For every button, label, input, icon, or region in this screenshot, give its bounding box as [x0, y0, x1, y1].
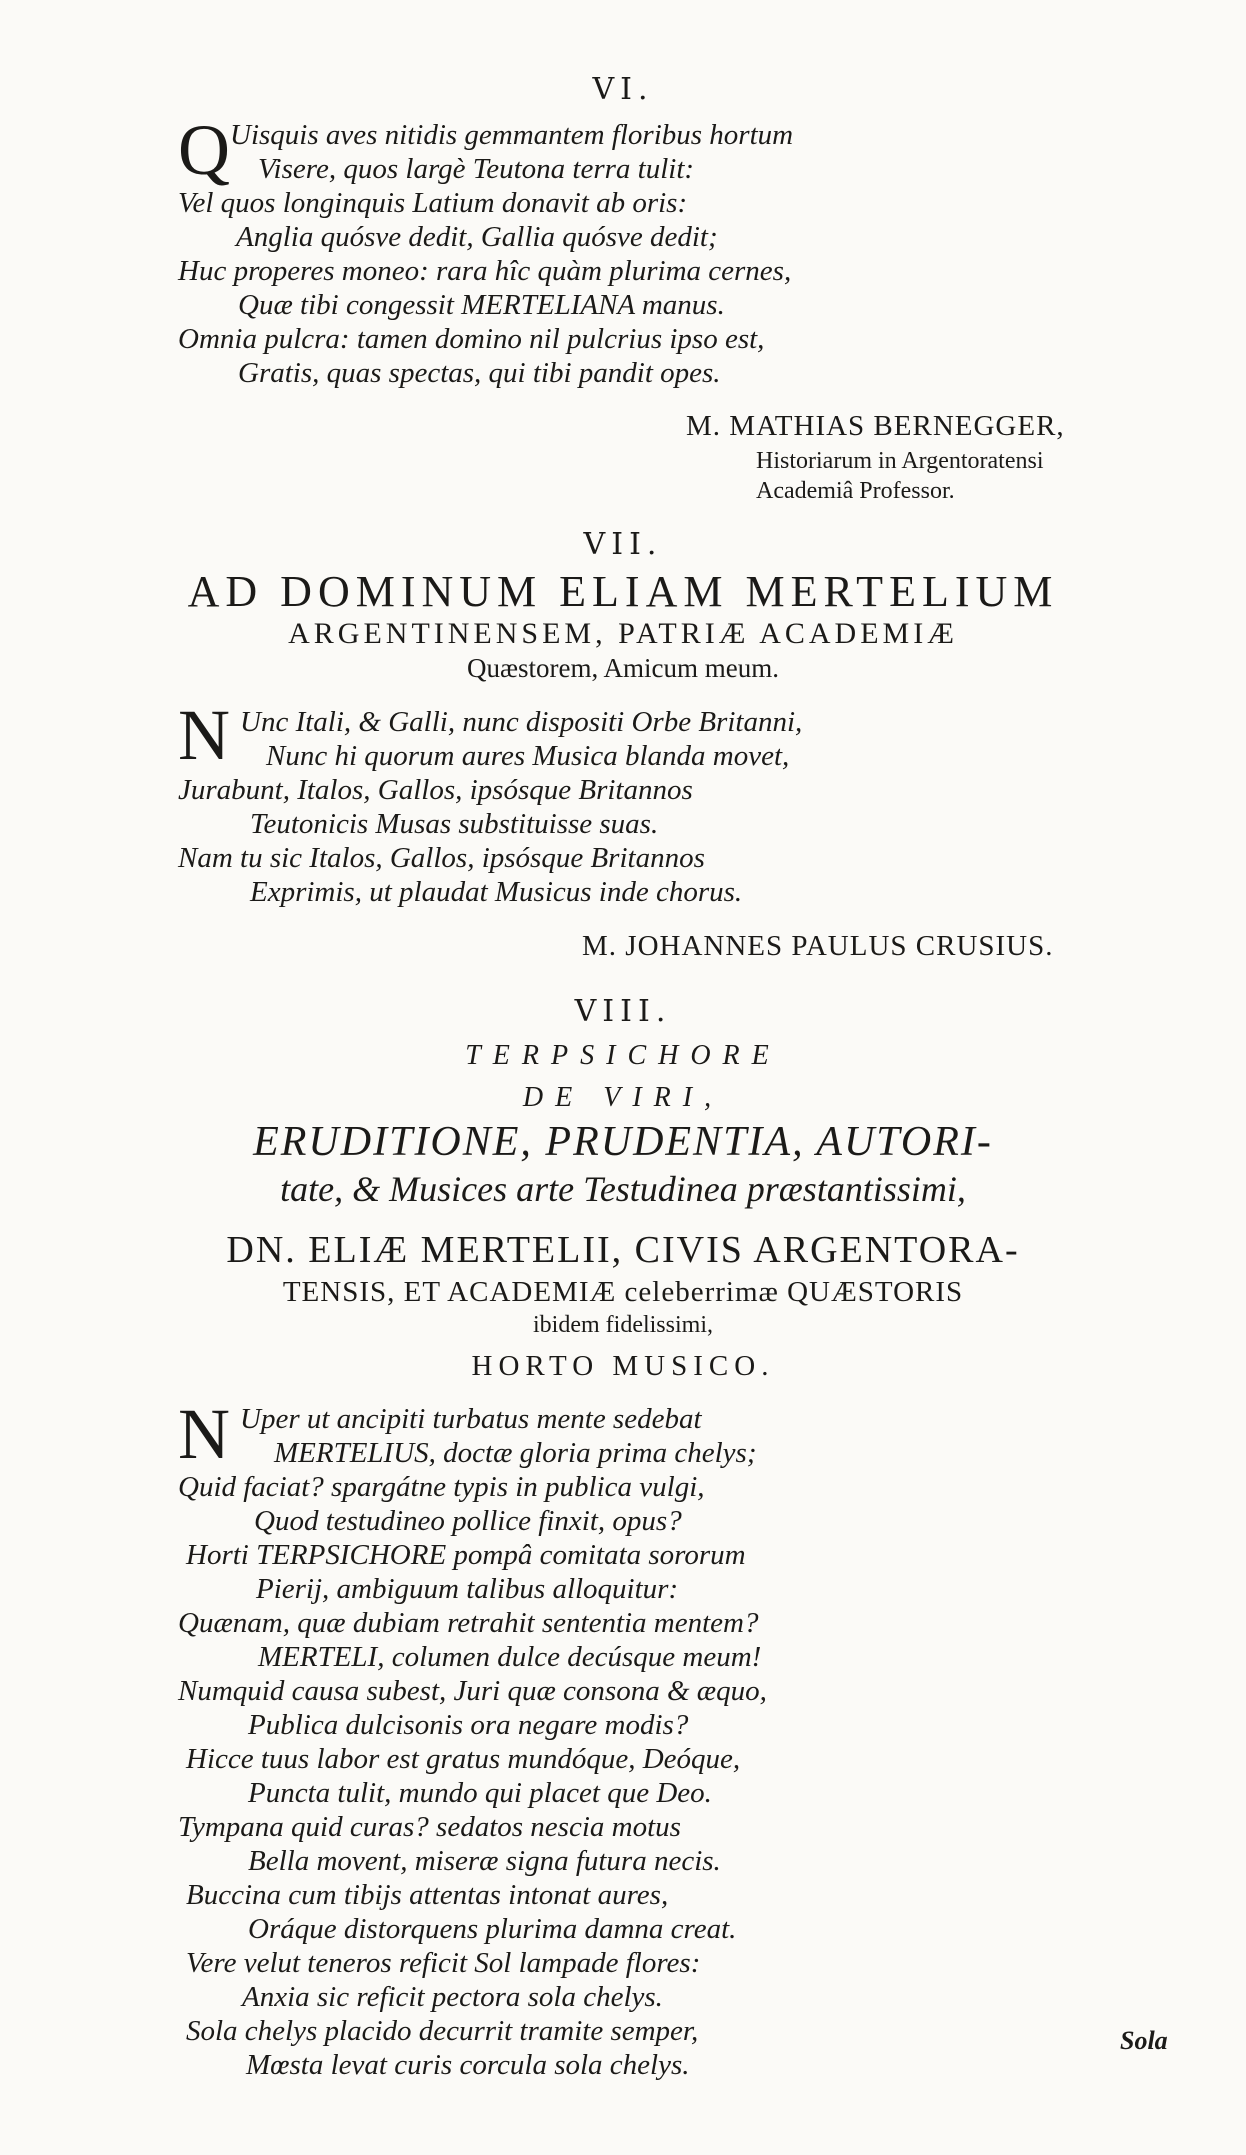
section-8-heading: TERPSICHORE [465, 1040, 781, 1071]
poem-line: Anxia sic reficit pectora sola chelys. [242, 1981, 663, 2013]
poem-line: Publica dulcisonis ora negare modis? [248, 1709, 689, 1741]
poem-line: Puncta tulit, mundo qui placet que Deo. [248, 1777, 712, 1809]
section-8-heading: tate, & Musices arte Testudinea præstantissimi, [280, 1169, 966, 1209]
poem-line: Uper ut ancipiti turbatus mente sedebat [240, 1403, 702, 1435]
poem-line: Gratis, quas spectas, qui tibi pandit opes. [238, 357, 721, 389]
poem-line: Anglia quósve dedit, Gallia quósve dedit; [236, 221, 718, 253]
signature: M. MATHIAS BERNEGGER, [686, 410, 1065, 442]
section-7-subtitle: Quæstorem, Amicum meum. [467, 653, 779, 683]
poem-line: Unc Itali, & Galli, nunc dispositi Orbe Britanni, [240, 706, 803, 738]
poem-line: Uisquis aves nitidis gemmantem floribus hortum [230, 119, 794, 151]
section-8-heading: DN. ELIÆ MERTELII, CIVIS ARGENTORA- [226, 1229, 1020, 1271]
section-8-heading: DE VIRI, [522, 1082, 724, 1113]
section-7-subtitle: ARGENTINENSEM, PATRIÆ ACADEMIÆ [288, 617, 958, 650]
poem-line: Teutonicis Musas substituisse suas. [250, 808, 659, 840]
section-8-heading: TENSIS, ET ACADEMIÆ celeberrimæ QUÆSTORIS [282, 1276, 964, 1308]
poem-line: Quænam, quæ dubiam retrahit sententia mentem? [178, 1607, 759, 1639]
dropcap: N [178, 695, 230, 775]
poem-line: Nam tu sic Italos, Gallos, ipsósque Britannos [178, 842, 705, 874]
section-8-heading: ERUDITIONE, PRUDENTIA, AUTORI- [253, 1119, 993, 1165]
poem-line: Sola chelys placido decurrit tramite semper, [186, 2015, 699, 2047]
poem-line: Quæ tibi congessit MERTELIANA manus. [238, 289, 725, 321]
poem-line: Buccina cum tibijs attentas intonat aures, [186, 1879, 669, 1911]
poem-line: Hicce tuus labor est gratus mundóque, Deóque, [186, 1743, 741, 1775]
dropcap: N [178, 1394, 230, 1474]
section-8-poem [178, 1394, 1078, 2082]
poem-line: MERTELI, columen dulce decúsque meum! [258, 1641, 762, 1673]
poem-line: Exprimis, ut plaudat Musicus inde chorus. [250, 876, 743, 908]
dropcap: Q [178, 110, 230, 190]
section-6-poem [178, 110, 1078, 390]
section-8-heading: ibidem fidelissimi, [533, 1312, 713, 1338]
poem-line: Horti TERPSICHORE pompâ comitata sororum [186, 1539, 746, 1571]
poem-line: Oráque distorquens plurima damna creat. [248, 1913, 737, 1945]
poem-line: Bella movent, miseræ signa futura necis. [248, 1845, 721, 1877]
poem-line: Quid faciat? spargátne typis in publica vulgi, [178, 1471, 705, 1503]
section-7-numeral: VII. [583, 527, 663, 562]
catchword: Sola [1120, 2026, 1168, 2055]
section-8-heading: HORTO MUSICO. [471, 1350, 775, 1382]
poem-line: Vel quos longinquis Latium donavit ab oris: [178, 187, 688, 219]
poem-line: Mœsta levat curis corcula sola chelys. [246, 2049, 690, 2081]
poem-line: Quod testudineo pollice finxit, opus? [254, 1505, 682, 1537]
poem-line: Visere, quos largè Teutona terra tulit: [258, 153, 695, 185]
poem-line: Nunc hi quorum aures Musica blanda movet, [266, 740, 790, 772]
poem-line: Omnia pulcra: tamen domino nil pulcrius ipso est, [178, 323, 765, 355]
signature: M. JOHANNES PAULUS CRUSIUS. [582, 930, 1054, 962]
section-6-numeral: VI. [592, 72, 654, 107]
section-7-poem [178, 695, 1078, 909]
signature-title: Academiâ Professor. [756, 478, 955, 504]
signature-title: Historiarum in Argentoratensi [756, 448, 1044, 474]
section-7-title: AD DOMINUM ELIAM MERTELIUM [187, 567, 1059, 616]
poem-line: Numquid causa subest, Juri quæ consona & æquo, [178, 1675, 767, 1707]
poem-line: Vere velut teneros reficit Sol lampade flores: [186, 1947, 701, 1979]
poem-line: MERTELIUS, doctæ gloria prima chelys; [274, 1437, 757, 1469]
poem-line: Pierij, ambiguum talibus alloquitur: [256, 1573, 679, 1605]
section-8-numeral: VIII. [574, 994, 672, 1029]
poem-line: Tympana quid curas? sedatos nescia motus [178, 1811, 681, 1843]
poem-line: Huc properes moneo: rara hîc quàm plurima cernes, [178, 255, 792, 287]
poem-line: Jurabunt, Italos, Gallos, ipsósque Britannos [178, 774, 693, 806]
